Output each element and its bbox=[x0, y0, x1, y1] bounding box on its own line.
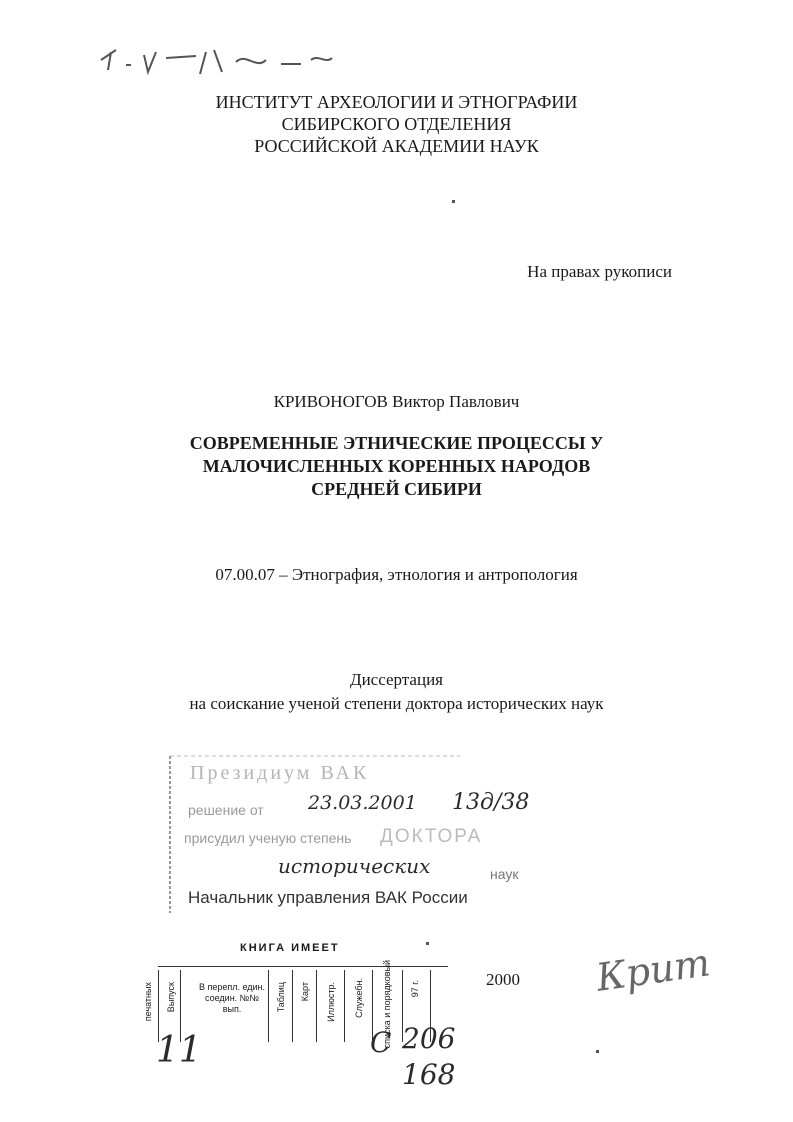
scribble-drawing bbox=[96, 40, 396, 80]
book-header: КНИГА ИМЕЕТ bbox=[240, 942, 340, 954]
manuscript-rights: На правах рукописи bbox=[527, 262, 672, 281]
title-line-3: СРЕДНЕЙ СИБИРИ bbox=[311, 479, 482, 499]
handwritten-scribble bbox=[96, 40, 396, 88]
speck bbox=[426, 942, 429, 945]
institute-block bbox=[0, 91, 793, 157]
col-maps: Карт bbox=[300, 982, 310, 1002]
stamp-decision-number: 13д/38 bbox=[452, 790, 530, 815]
year: 2000 bbox=[486, 970, 520, 989]
specialty-code: 07.00.07 – Этнография, этнология и антропология bbox=[215, 565, 578, 584]
diss-line-2: на соискание ученой степени доктора исторических наук bbox=[189, 694, 604, 713]
stamp-field: исторических bbox=[278, 854, 431, 878]
extra-value-1: 206 bbox=[402, 1022, 456, 1055]
vak-stamp bbox=[160, 748, 540, 918]
diss-line-1: Диссертация bbox=[349, 670, 443, 689]
col-tables: Таблиц bbox=[276, 982, 286, 1013]
dissertation-type bbox=[0, 668, 793, 716]
institute-line-2: СИБИРСКОГО ОТДЕЛЕНИЯ bbox=[281, 114, 512, 134]
institute-line-3: РОССИЙСКОЙ АКАДЕМИИ НАУК bbox=[254, 136, 539, 156]
col-printed: печатных bbox=[143, 982, 153, 1022]
signature: Крит bbox=[593, 940, 713, 1000]
col-divider bbox=[292, 970, 293, 1042]
col-issue: Выпуск bbox=[166, 982, 176, 1013]
extra-value-2: 168 bbox=[402, 1058, 456, 1091]
stamp-decision-label: решение от bbox=[188, 802, 264, 818]
stamp-presidium: Президиум ВАК bbox=[190, 762, 370, 784]
stamp-chief: Начальник управления ВАК России bbox=[188, 888, 468, 907]
stamp-degree: ДОКТОРА bbox=[380, 826, 483, 847]
col-service: Служебн. bbox=[354, 978, 364, 1018]
table-top-line bbox=[158, 966, 448, 967]
title-line-1: СОВРЕМЕННЫЕ ЭТНИЧЕСКИЕ ПРОЦЕССЫ У bbox=[189, 433, 604, 453]
title-line-2: МАЛОЧИСЛЕННЫХ КОРЕННЫХ НАРОДОВ bbox=[202, 456, 591, 476]
stamp-decision-date: 23.03.2001 bbox=[308, 792, 417, 814]
col-divider bbox=[268, 970, 269, 1042]
stamp-degree-label: присудил ученую степень bbox=[184, 830, 352, 846]
institute-line-1: ИНСТИТУТ АРХЕОЛОГИИ И ЭТНОГРАФИИ bbox=[215, 92, 578, 112]
col-bound: В перепл. един. соедин. №№ вып. bbox=[198, 982, 266, 1014]
author-name: КРИВОНОГОВ Виктор Павлович bbox=[273, 392, 520, 411]
pages-value: 11 bbox=[156, 1030, 202, 1071]
col-divider bbox=[344, 970, 345, 1042]
speck bbox=[452, 200, 455, 203]
dissertation-title bbox=[0, 432, 793, 501]
speck bbox=[596, 1050, 599, 1053]
stamp-field-suffix: наук bbox=[490, 866, 519, 882]
col-divider bbox=[316, 970, 317, 1042]
col-illustrations: Иллюстр. bbox=[326, 982, 336, 1022]
col-list: списка и порядковый bbox=[382, 960, 392, 1049]
book-contents-table bbox=[140, 930, 456, 1091]
col-year: 97 г. bbox=[410, 980, 420, 998]
service-value: С bbox=[370, 1026, 392, 1059]
